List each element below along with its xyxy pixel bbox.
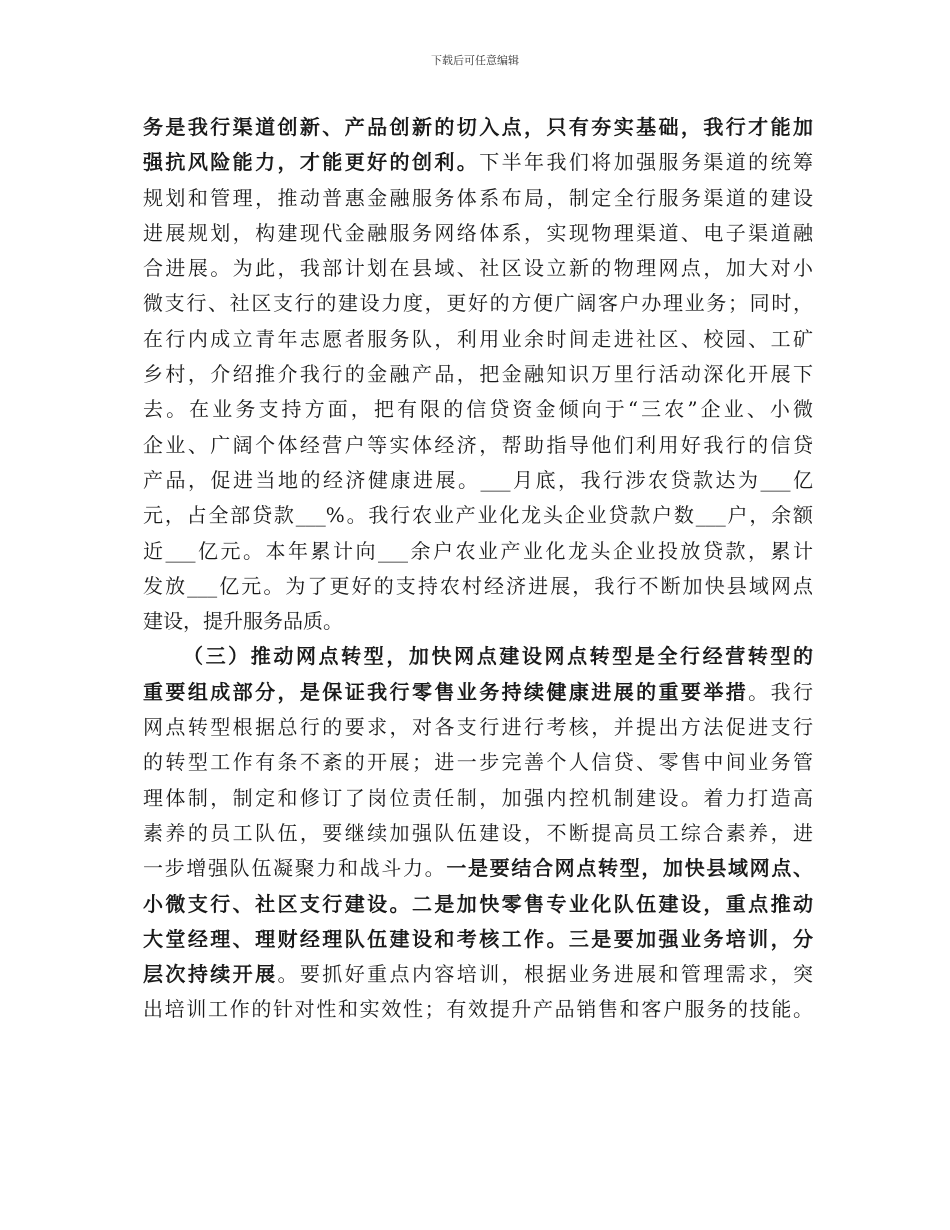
text-run: 素养的员工队伍，要继续加强队伍建设，不断提高员工综合素养，进 [143, 820, 813, 845]
text-line [143, 957, 813, 992]
bold-text-run: （三）推动网点转型，加快网点建设网点转型是全行经营转型的 [183, 644, 813, 669]
bold-text-run: 强抗风险能力，才能更好的创利。 [143, 150, 480, 175]
text-run: 微支行、社区支行的建设力度，更好的方便广阔客户办理业务；同时， [143, 291, 813, 316]
text-run: 。我行 [748, 679, 813, 704]
text-run: 近___亿元。本年累计向___余户农业产业化龙头企业投放贷款，累计 [143, 538, 813, 563]
text-line [143, 498, 813, 533]
text-line [143, 851, 813, 886]
text-run: 合进展。为此，我部计划在县域、社区设立新的物理网点，加大对小 [143, 256, 813, 281]
text-line [143, 604, 813, 639]
page-header: 下载后可任意编辑 [431, 54, 519, 67]
text-line [143, 216, 813, 251]
text-run: 出培训工作的针对性和实效性；有效提升产品销售和客户服务的技能。 [143, 997, 813, 1022]
bold-text-run: 重要组成部分，是保证我行零售业务持续健康进展的重要举措 [143, 679, 749, 704]
text-line [143, 922, 813, 957]
text-line [143, 675, 813, 710]
bold-text-run: 大堂经理、理财经理队伍建设和考核工作。三是要加强业务培训，分 [143, 926, 813, 951]
bold-text-run: 务是我行渠道创新、产品创新的切入点，只有夯实基础，我行才能加 [143, 115, 813, 139]
bold-text-run: 层次持续开展 [143, 962, 278, 987]
text-line [143, 569, 813, 604]
document-body [143, 110, 813, 1028]
bold-text-run: 小微支行、社区支行建设。二是加快零售专业化队伍建设，重点推动 [143, 891, 813, 916]
text-line [143, 887, 813, 922]
text-run: 网点转型根据总行的要求，对各支行进行考核，并提出方法促进支行 [143, 715, 813, 740]
bold-text-run: 一是要结合网点转型，加快县域网点、 [446, 856, 814, 881]
text-line [143, 392, 813, 427]
text-run: 产品，促进当地的经济健康进展。___月底，我行涉农贷款达为___亿 [143, 467, 813, 492]
text-run: 下半年我们将加强服务渠道的统筹 [479, 150, 814, 175]
text-line [143, 251, 813, 286]
text-line [143, 110, 813, 145]
text-line [143, 534, 813, 569]
text-run: 理体制，制定和修订了岗位责任制，加强内控机制建设。着力打造高 [143, 785, 813, 810]
text-line [143, 992, 813, 1027]
text-run: 去。在业务支持方面，把有限的信贷资金倾向于“三农”企业、小微 [143, 397, 813, 422]
text-run: 建设，提升服务品质。 [143, 609, 343, 634]
text-run: 进展规划，构建现代金融服务网络体系，实现物理渠道、电子渠道融 [143, 220, 813, 245]
text-run: 企业、广阔个体经营户等实体经济，帮助指导他们利用好我行的信贷 [143, 432, 813, 457]
text-run: 规划和管理，推动普惠金融服务体系布局，制定全行服务渠道的建设 [143, 185, 813, 210]
text-run: 。要抓好重点内容培训，根据业务进展和管理需求，突 [277, 962, 814, 987]
text-run: 一步增强队伍凝聚力和战斗力。 [143, 856, 447, 881]
text-run: 在行内成立青年志愿者服务队，利用业余时间走进社区、校园、工矿 [143, 326, 813, 351]
section-heading-line [143, 639, 813, 674]
text-line [143, 322, 813, 357]
text-line [143, 428, 813, 463]
text-line [143, 781, 813, 816]
text-run: 元，占全部贷款___%。我行农业产业化龙头企业贷款户数___户，余额 [143, 503, 813, 528]
text-run: 发放___亿元。为了更好的支持农村经济进展，我行不断加快县域网点 [143, 573, 813, 598]
text-line [143, 286, 813, 321]
text-run: 乡村，介绍推介我行的金融产品，把金融知识万里行活动深化开展下 [143, 362, 813, 387]
text-line [143, 710, 813, 745]
text-line [143, 145, 813, 180]
text-line [143, 745, 813, 780]
text-line [143, 816, 813, 851]
text-run: 的转型工作有条不紊的开展；进一步完善个人信贷、零售中间业务管 [143, 750, 813, 775]
text-line [143, 181, 813, 216]
text-line [143, 463, 813, 498]
text-line [143, 357, 813, 392]
